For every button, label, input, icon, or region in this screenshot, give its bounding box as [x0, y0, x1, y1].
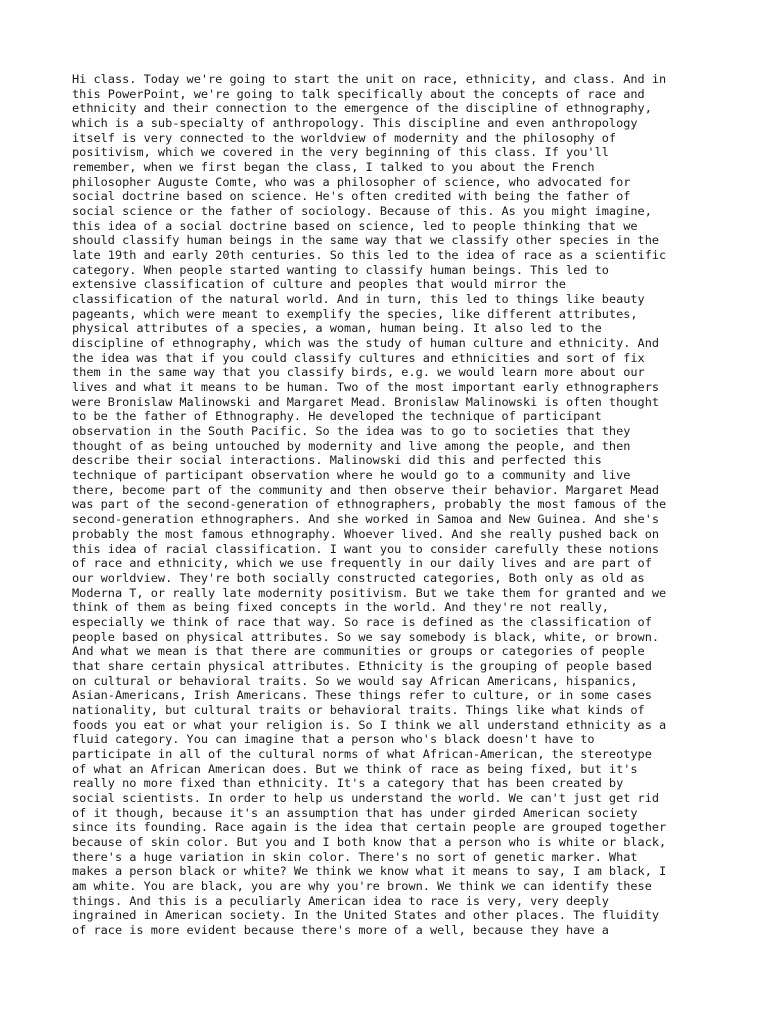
- transcript-line: classification of the natural world. And in turn, this led to things like beauty: [72, 292, 645, 307]
- transcript-line: which is a sub-specialty of anthropology. This discipline and even anthropology: [72, 116, 638, 131]
- transcript-line: of what an African American does. But we think of race as being fixed, but it's: [72, 761, 638, 776]
- transcript-line: social science or the father of sociology. Because of this. As you might imagine,: [72, 204, 652, 219]
- transcript-line: of race is more evident because there's more of a well, because they have a: [72, 922, 609, 937]
- transcript-line: observation in the South Pacific. So the idea was to go to societies that they: [72, 424, 631, 439]
- transcript-line: And what we mean is that there are communities or groups or categories of people: [72, 644, 645, 659]
- transcript-line: Asian-Americans, Irish Americans. These things refer to culture, or in some cases: [72, 688, 652, 703]
- transcript-line: social scientists. In order to help us understand the world. We can't just get rid: [72, 790, 660, 805]
- transcript-line: should classify human beings in the same way that we classify other species in the: [72, 233, 660, 248]
- transcript-line: category. When people started wanting to classify human beings. This led to: [72, 262, 609, 277]
- transcript-line: this idea of racial classification. I want you to consider carefully these notions: [72, 541, 660, 556]
- transcript-line: describe their social interactions. Malinowski did this and perfected this: [72, 453, 602, 468]
- transcript-line: were Bronislaw Malinowski and Margaret Mead. Bronislaw Malinowski is often thought: [72, 394, 660, 409]
- transcript-line: because of skin color. But you and I both know that a person who is white or black,: [72, 834, 667, 849]
- transcript-line: of it though, because it's an assumption that has under girded American society: [72, 805, 638, 820]
- transcript-line: things. And this is a peculiarly American idea to race is very, very deeply: [72, 893, 609, 908]
- transcript-line: technique of participant observation where he would go to a community and live: [72, 468, 631, 483]
- transcript-line: Moderna T, or really late modernity positivism. But we take them for granted and we: [72, 585, 667, 600]
- transcript-line: there's a huge variation in skin color. There's no sort of genetic marker. What: [72, 849, 638, 864]
- transcript-line: late 19th and early 20th centuries. So this led to the idea of race as a scientific: [72, 248, 667, 263]
- transcript-line: am white. You are black, you are why you're brown. We think we can identify these: [72, 878, 652, 893]
- transcript-line: our worldview. They're both socially constructed categories, Both only as old as: [72, 570, 645, 585]
- transcript-line: physical attributes of a species, a woman, human being. It also led to the: [72, 321, 602, 336]
- transcript-line: discipline of ethnography, which was the study of human culture and ethnicity. And: [72, 336, 660, 351]
- transcript-line: especially we think of race that way. So race is defined as the classification of: [72, 614, 652, 629]
- transcript-line: the idea was that if you could classify cultures and ethnicities and sort of fix: [72, 350, 645, 365]
- transcript-line: positivism, which we covered in the very beginning of this class. If you'll: [72, 145, 609, 160]
- transcript-line: them in the same way that you classify birds, e.g. we would learn more about our: [72, 365, 645, 380]
- transcript-line: philosopher Auguste Comte, who was a philosopher of science, who advocated for: [72, 174, 631, 189]
- transcript-line: thought of as being untouched by modernity and live among the people, and then: [72, 438, 631, 453]
- transcript-line: people based on physical attributes. So we say somebody is black, white, or brown.: [72, 629, 660, 644]
- transcript-line: since its founding. Race again is the idea that certain people are grouped together: [72, 820, 667, 835]
- transcript-line: second-generation ethnographers. And she worked in Samoa and New Guinea. And she's: [72, 512, 660, 527]
- transcript-line: think of them as being fixed concepts in the world. And they're not really,: [72, 600, 609, 615]
- transcript-line: to be the father of Ethnography. He developed the technique of participant: [72, 409, 602, 424]
- transcript-line: fluid category. You can imagine that a person who's black doesn't have to: [72, 732, 595, 747]
- transcript-line: there, become part of the community and then observe their behavior. Margaret Mead: [72, 482, 660, 497]
- transcript-line: really no more fixed than ethnicity. It's a category that has been created by: [72, 776, 624, 791]
- transcript-line: ethnicity and their connection to the emergence of the discipline of ethnography,: [72, 101, 652, 116]
- transcript-line: lives and what it means to be human. Two of the most important early ethnographers: [72, 380, 660, 395]
- transcript-line: pageants, which were meant to exemplify the species, like different attributes,: [72, 306, 638, 321]
- transcript-line: on cultural or behavioral traits. So we would say African Americans, hispanics,: [72, 673, 638, 688]
- transcript-line: of race and ethnicity, which we use frequently in our daily lives and are part of: [72, 556, 652, 571]
- transcript-line: probably the most famous ethnography. Whoever lived. And she really pushed back on: [72, 526, 660, 541]
- transcript-line: Hi class. Today we're going to start the unit on race, ethnicity, and class. And in: [72, 72, 667, 86]
- transcript-line: that share certain physical attributes. Ethnicity is the grouping of people based: [72, 658, 652, 673]
- transcript-line: this idea of a social doctrine based on science, led to people thinking that we: [72, 218, 638, 233]
- lecture-transcript: [72, 72, 728, 938]
- transcript-line: was part of the second-generation of ethnographers, probably the most famous of the: [72, 497, 667, 512]
- transcript-line: foods you eat or what your religion is. So I think we all understand ethnicity as a: [72, 717, 667, 732]
- transcript-line: itself is very connected to the worldview of modernity and the philosophy of: [72, 130, 617, 145]
- transcript-line: social doctrine based on science. He's often credited with being the father of: [72, 189, 631, 204]
- transcript-line: participate in all of the cultural norms of what African-American, the stereotype: [72, 746, 652, 761]
- transcript-line: ingrained in American society. In the United States and other places. The fluidity: [72, 908, 660, 923]
- transcript-line: makes a person black or white? We think we know what it means to say, I am black, I: [72, 864, 667, 879]
- transcript-line: this PowerPoint, we're going to talk specifically about the concepts of race and: [72, 86, 645, 101]
- transcript-line: extensive classification of culture and peoples that would mirror the: [72, 277, 566, 292]
- transcript-line: nationality, but cultural traits or behavioral traits. Things like what kinds of: [72, 702, 645, 717]
- transcript-line: remember, when we first began the class, I talked to you about the French: [72, 160, 595, 175]
